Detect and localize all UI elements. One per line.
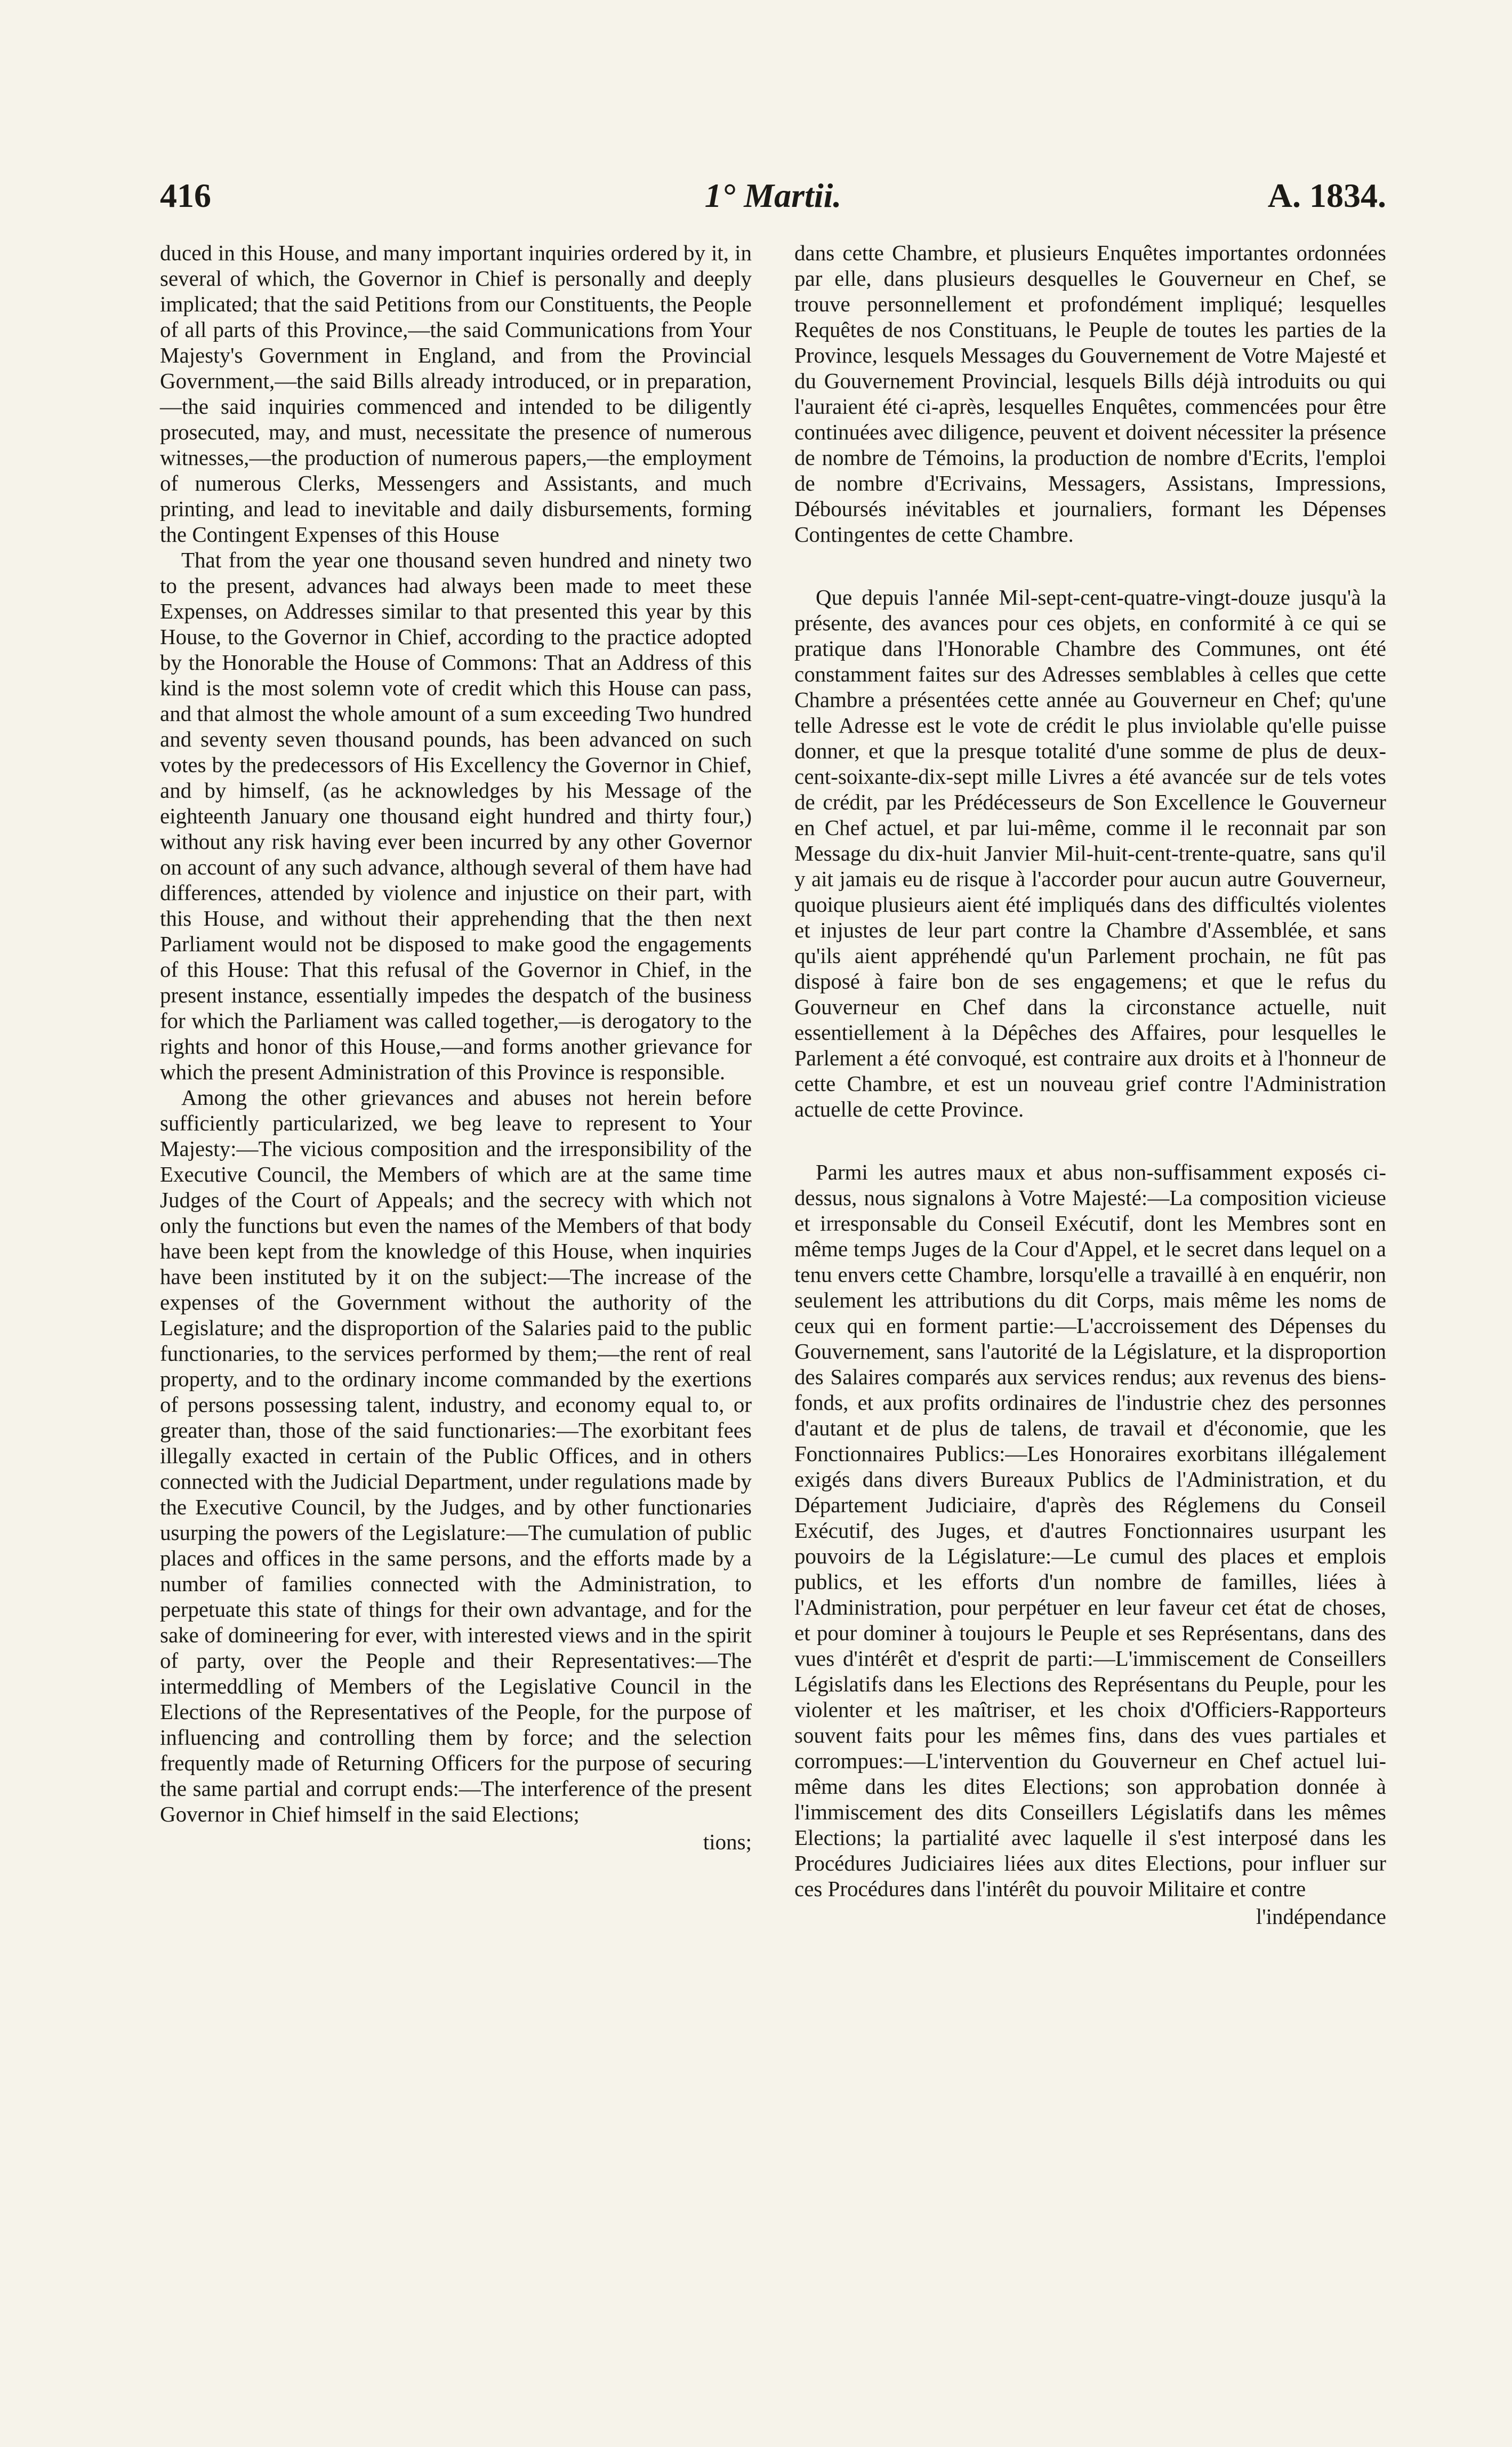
page-header (160, 176, 1386, 235)
french-paragraph-2: Que depuis l'année Mil-sept-cent-quatre-vingt-douze jusqu'à la présente, des avances pour ces objets, en conformité à ce qui se pratique dans l'Honorable Chambre des Communes, ont été constamment faites sur des Adresses semblables à celles que cette Chambre a présentées cette année au Gouverneur en Chef; qu'une telle Adresse est le vote de crédit le plus inviolable qu'elle puisse donner, et que la presque totalité d'une somme de plus de deux-cent-soixante-dix-sept mille Livres a été avancée sur de tels votes de crédit, par les Prédécesseurs de Son Excellence le Gouverneur en Chef actuel, et par lui-même, comme il le reconnait par son Message du dix-huit Janvier Mil-huit-cent-trente-quatre, sans qu'il y ait jamais eu de risque à l'accorder pour aucun autre Gouverneur, quoique plusieurs aient été impliqués dans des difficultés violentes et injustes de leur part contre la Chambre d'Assemblée, et sans qu'ils aient appréhendé qu'un Parlement prochain, ne fût pas disposé à faire bon de ses engagemens; et que le refus du Gouverneur en Chef dans la circonstance actuelle, nuit essentiellement à la Dépêches des Affaires, pour lesquelles le Parlement a été convoqué, est contraire aux droits et à l'honneur de cette Chambre, et est un nouveau grief contre l'Administration actuelle de cette Province. (794, 585, 1386, 1121)
french-paragraph-3: Parmi les autres maux et abus non-suffisamment exposés ci-dessus, nous signalons à Votre Majesté:—La composition vicieuse et irresponsable du Conseil Exécutif, dont les Membres sont en même temps Juges de la Cour d'Appel, et le secret dans lequel on a tenu envers cette Chambre, lorsqu'elle a travaillé à en enquérir, non seulement les attributions du dit Corps, mais même les noms de ceux qui en forment partie:—L'accroissement des Dépenses du Gouvernement, sans l'autorité de la Législature, et la disproportion des Salaires comparés aux services rendus; aux revenus des biens-fonds, et aux profits ordinaires de l'industrie chez des personnes d'autant et de plus de talens, de travail et d'économie, que les Fonctionnaires Publics:—Les Honoraires exorbitans illégalement exigés dans divers Bureaux Publics de l'Administration, et du Département Judiciaire, d'après des Réglemens du Conseil Exécutif, des Juges, et d'autres Fonctionnaires usurpant les pouvoirs de la Législature:—Le cumul des places et emplois publics, et les efforts d'un nombre de familles, liées à l'Administration, pour perpétuer en leur faveur cet état de choses, et pour dominer à toujours le Peuple et ses Représentans, dans des vues d'intérêt et d'esprit de parti:—L'immiscement de Conseillers Législatifs dans les Elections des Représentans du Peuple, pour les violenter et les maîtriser, et les choix d'Officiers-Rapporteurs souvent faits pour les mêmes fins, dans des vues partiales et corrompues:—L'intervention du Gouverneur en Chef actuel lui-même dans les dites Elections; son approbation donnée à l'immiscement des dits Conseillers Législatifs dans les mêmes Elections; la partialité avec laquelle il s'est interposé dans les Procédures Judiciaires liées aux dites Elections, pour influer sur ces Procédures dans l'intérêt du pouvoir Militaire et contre (794, 1160, 1386, 1901)
paragraph-spacer (794, 1122, 1386, 1159)
french-paragraph-1: dans cette Chambre, et plusieurs Enquêtes importantes ordonnées par elle, dans plusieurs desquelles le Gouverneur en Chef, se trouve personnellement et profondément impliqué; lesquelles Requêtes de nos Constituans, le Peuple de toutes les parties de la Province, lesquels Messages du Gouvernement de Votre Majesté et du Gouvernement Provincial, lesquels Bills déjà introduits ou qui l'auraient été ci-après, lesquelles Enquêtes, commencées pour être continuées avec diligence, peuvent et doivent nécessiter la présence de nombre de Témoins, la production de nombre d'Ecrits, l'emploi de nombre d'Ecrivains, Messagers, Assistans, Impressions, Déboursés inévitables et journaliers, formant les Dépenses Contingentes de cette Chambre. (794, 240, 1386, 547)
english-paragraph-2: That from the year one thousand seven hundred and ninety two to the present, advances had always been made to meet these Expenses, on Addresses similar to that presented this year by this House, to the Governor in Chief, according to the practice adopted by the Honorable the House of Commons: That an Address of this kind is the most solemn vote of credit which this House can pass, and that almost the whole amount of a sum exceeding Two hundred and seventy seven thousand pounds, has been advanced on such votes by the predecessors of His Excellency the Governor in Chief, and by himself, (as he acknowledges by his Message of the eighteenth January one thousand eight hundred and thirty four,) without any risk having ever been incurred by any other Governor on account of any such advance, although several of them have had differences, attended by violence and injustice on their part, with this House, and without their apprehending that the then next Parliament would not be disposed to make good the engagements of this House: That this refusal of the Governor in Chief, in the present instance, essentially impedes the despatch of the business for which the Parliament was called together,—is derogatory to the rights and honor of this House,—and forms another grievance for which the present Administration of this Province is responsible. (160, 548, 752, 1084)
english-catchword: tions; (703, 1830, 752, 1854)
page-number: 416 (160, 176, 211, 214)
english-paragraph-1: duced in this House, and many important inquiries ordered by it, in several of which, the Governor in Chief is personally and deeply implicated; that the said Petitions from our Constituents, the People of all parts of this Province,—the said Communications from Your Majesty's Government in England, and from the Provincial Government,—the said Bills already introduced, or in preparation,—the said inquiries commenced and intended to be diligently prosecuted, may, and must, necessitate the presence of numerous witnesses,—the production of numerous papers,—the employment of numerous Clerks, Messengers and Assistants, and much printing, and lead to inevitable and daily disbursements, forming the Contingent Expenses of this House (160, 240, 752, 547)
page-year: A. 1834. (1267, 176, 1386, 214)
paragraph-spacer (794, 547, 1386, 584)
english-column (160, 240, 752, 2282)
english-paragraph-3: Among the other grievances and abuses not herein before sufficiently particularized, we beg leave to represent to Your Majesty:—The vicious composition and the irresponsibility of the Executive Council, the Members of which are at the same time Judges of the Court of Appeals; and the secrecy with which not only the functions but even the names of the Members of that body have been kept from the knowledge of this House, when inquiries have been instituted by it on the subject:—The increase of the expenses of the Government without the authority of the Legislature; and the disproportion of the Salaries paid to the public functionaries, to the services performed by them;—the rent of real property, and to the ordinary income commanded by the exertions of persons possessing talent, industry, and economy equal to, or greater than, those of the said functionaries:—The exorbitant fees illegally exacted in certain of the Public Offices, and in others connected with the Judicial Department, under regulations made by the Executive Council, by the Judges, and by other functionaries usurping the powers of the Legislature:—The cumulation of public places and offices in the same persons, and the efforts made by a number of families connected with the Administration, to perpetuate this state of things for their own advantage, and for the sake of domineering for ever, with interested views and in the spirit of party, over the People and their Representatives:—The intermeddling of Members of the Legislative Council in the Elections of the Representatives of the People, for the purpose of influencing and controlling them by force; and the selection frequently made of Returning Officers for the purpose of securing the same partial and corrupt ends:—The interference of the present Governor in Chief himself in the said Elections; (160, 1085, 752, 1826)
french-catchword: l'indépendance (1256, 1904, 1386, 1929)
french-column (794, 240, 1386, 2282)
page-date: 1° Martii. (704, 176, 842, 214)
two-column-body (160, 240, 1386, 2282)
document-page (160, 176, 1386, 2282)
